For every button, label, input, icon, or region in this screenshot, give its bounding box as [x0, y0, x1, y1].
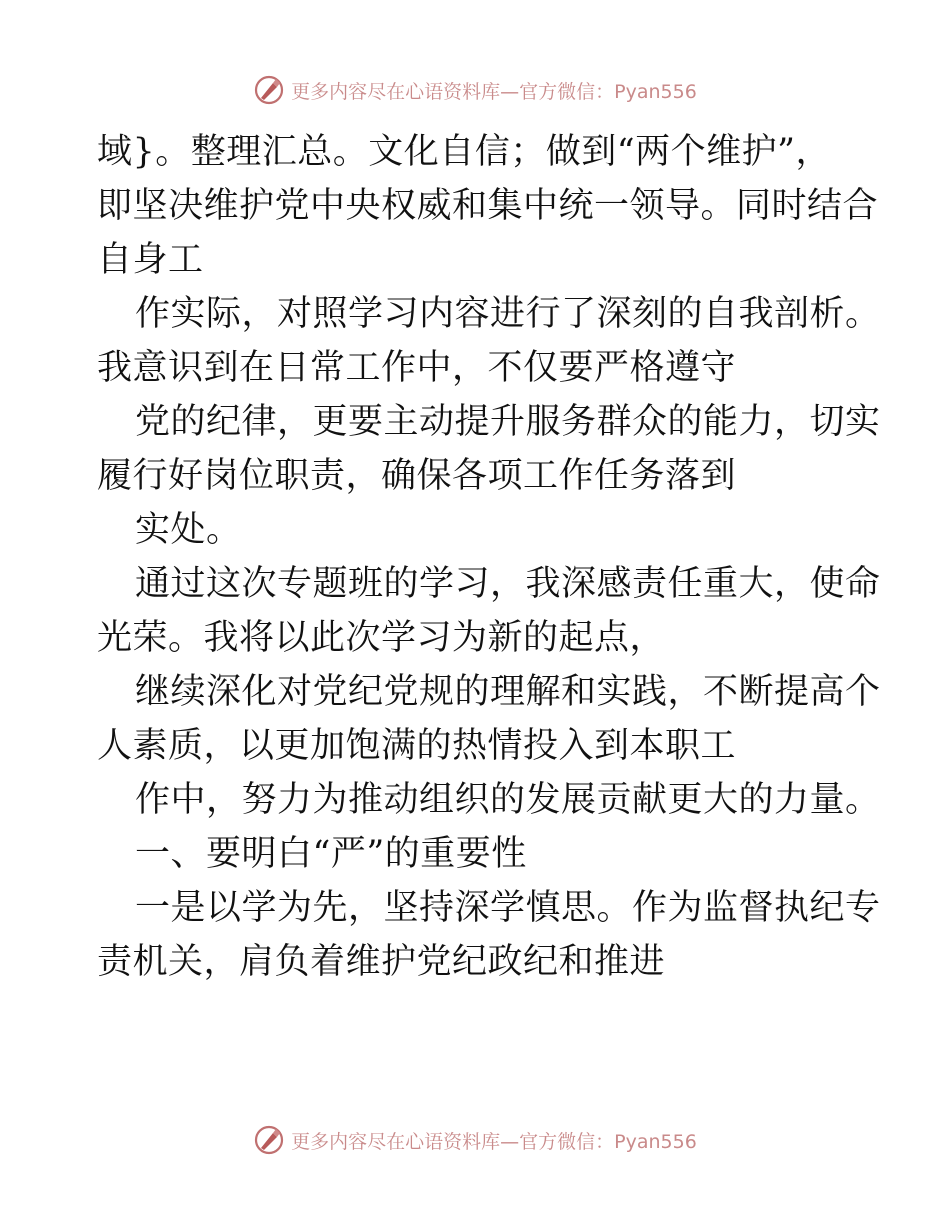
text-line: 域}。整理汇总。文化自信；做到“两个维护”， [97, 132, 832, 172]
text-line: 实处。 [135, 510, 242, 550]
pen-nib-icon [253, 1124, 285, 1156]
text-line: 即坚决维护党中央权威和集中统一领导。同时结合 [97, 186, 879, 226]
header-watermark-text: 更多内容尽在心语资料库—官方微信：Pyan556 [291, 80, 697, 103]
text-line: 我意识到在日常工作中，不仅要严格遵守 [97, 348, 737, 388]
text-line: 作中，努力为推动组织的发展贡献更大的力量。 [135, 780, 881, 820]
pen-nib-icon [253, 74, 285, 106]
document-body [97, 125, 881, 989]
footer-watermark [0, 1122, 950, 1158]
text-line: 通过这次专题班的学习，我深感责任重大，使命 [135, 564, 881, 604]
text-line: 党的纪律，更要主动提升服务群众的能力，切实 [135, 402, 881, 442]
text-line: 继续深化对党纪党规的理解和实践，不断提高个 [135, 672, 881, 712]
text-line: 作实际，对照学习内容进行了深刻的自我剖析。 [135, 294, 881, 334]
text-line: 人素质，以更加饱满的热情投入到本职工 [97, 726, 737, 766]
text-line: 自身工 [97, 240, 204, 280]
text-line: 一、要明白“严”的重要性 [135, 834, 527, 874]
text-line: 光荣。我将以此次学习为新的起点， [97, 618, 666, 658]
footer-watermark-text: 更多内容尽在心语资料库—官方微信：Pyan556 [291, 1130, 697, 1153]
text-line: 一是以学为先，坚持深学慎思。作为监督执纪专 [135, 888, 881, 928]
text-line: 责机关，肩负着维护党纪政纪和推进 [97, 942, 666, 982]
header-watermark [0, 72, 950, 108]
text-line: 履行好岗位职责，确保各项工作任务落到 [97, 456, 737, 496]
